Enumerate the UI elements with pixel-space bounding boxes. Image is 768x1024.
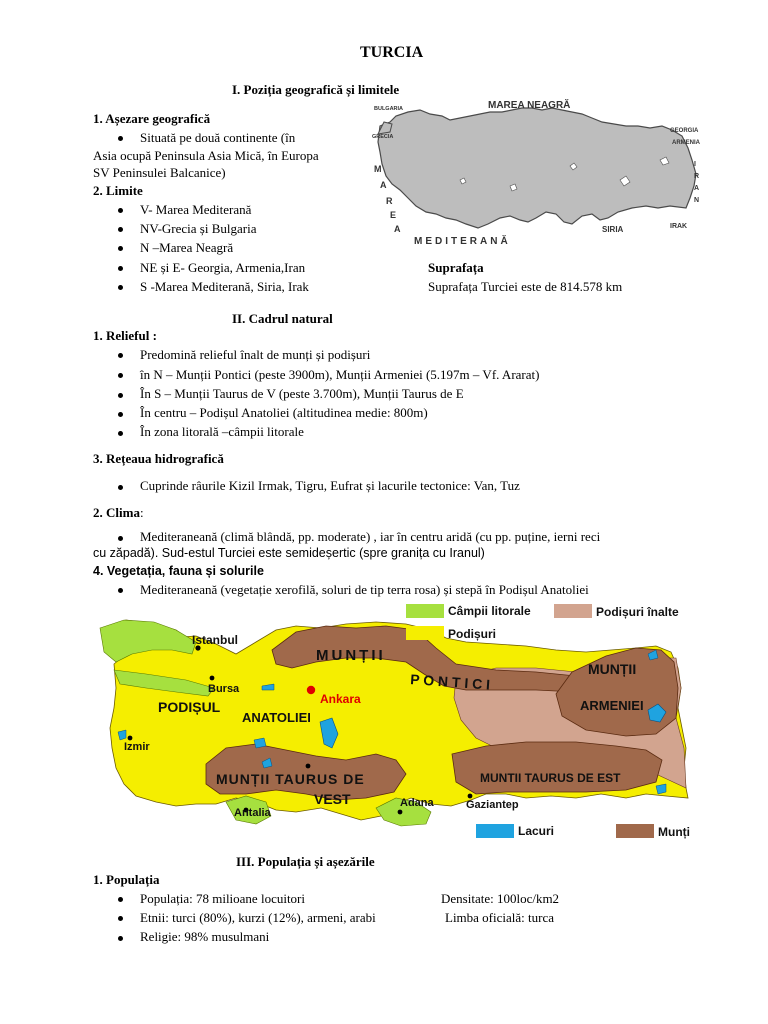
bullet [118, 412, 123, 417]
city-dot-gaziantep [468, 794, 473, 799]
religion-text: Religie: 98% musulmani [140, 929, 270, 944]
bullet [118, 916, 123, 921]
page-title: TURCIA [360, 44, 424, 61]
map1-label-grecia: GRECIA [372, 134, 394, 140]
clima-colon: : [139, 505, 144, 520]
map1-label-armenia: ARMENIA [672, 140, 700, 146]
hydro-heading: 3. Rețeaua hidrografică [93, 451, 224, 466]
legend-swatch-munti [616, 824, 654, 838]
position-heading: 1. Așezare geografică [93, 111, 211, 126]
population-heading: 1. Populația [93, 872, 160, 887]
language-text: Limba oficială: turca [445, 910, 555, 925]
bullet [118, 266, 123, 271]
bullet [118, 431, 123, 436]
bullet [118, 285, 123, 290]
limits-heading: 2. Limite [93, 183, 143, 198]
veg-heading: 4. Vegetația, fauna și solurile [93, 564, 264, 578]
map1-label-siria: SIRIA [602, 225, 624, 234]
city-dot-ankara [307, 686, 315, 694]
bullet [118, 485, 123, 490]
bullet [118, 936, 123, 941]
map1-east-letter: R [694, 173, 700, 180]
clima-text-line2: cu zăpadă). Sud-estul Turciei este semideșertic (spre granița cu Iranul) [93, 546, 485, 560]
relief-heading: 1. Relieful : [93, 328, 157, 343]
area-heading: Suprafața [428, 260, 484, 275]
bullet [118, 373, 123, 378]
label-muntii-armeniei-1: MUNȚII [588, 661, 637, 677]
bullet [118, 897, 123, 902]
population-text: Populația: 78 milioane locuitori [140, 891, 306, 906]
label-taurus-vest-1: MUNȚII TAURUS DE [216, 771, 365, 787]
map1-east-letter: A [694, 185, 700, 192]
bullet [118, 353, 123, 358]
area-text: Suprafața Turciei este de 814.578 km [428, 279, 623, 294]
city-izmir: Izmir [124, 741, 150, 753]
limit-item: S -Marea Mediterană, Siria, Irak [140, 279, 309, 294]
ethnic-text: Etnii: turci (80%), kurzi (12%), armeni, arabi [140, 910, 376, 925]
bullet [118, 588, 123, 593]
clima-heading: 2. Clima [93, 505, 140, 520]
city-dot-adana [398, 810, 403, 815]
map1-label-georgia: GEORGIA [670, 128, 699, 134]
map1-west-letter: E [390, 210, 397, 220]
limit-item: V- Marea Mediterană [140, 202, 252, 217]
bullet [118, 227, 123, 232]
limit-item: NE și E- Georgia, Armenia,Iran [140, 260, 306, 275]
position-text-line3: SV Peninsulei Balcanice) [93, 165, 226, 180]
label-anatoliei: ANATOLIEI [242, 710, 311, 725]
relief-item: Predomină relieful înalt de munți și podișuri [140, 347, 371, 362]
label-taurus-vest-2: VEST [314, 791, 351, 807]
map1-label-marea-neagra: MAREA NEAGRĂ [488, 100, 571, 111]
relief-item: În S – Munții Taurus de V (peste 3.700m), Munții Taurus de E [140, 386, 464, 401]
relief-item: În centru – Podișul Anatoliei (altitudinea medie: 800m) [140, 405, 428, 420]
map1-east-letter: I [694, 161, 696, 168]
map1-west-letter: M [374, 164, 382, 174]
city-antalia: Antalia [234, 807, 271, 819]
label-armeniei: ARMENIEI [580, 698, 644, 713]
bullet [118, 393, 123, 398]
bullet [118, 536, 123, 541]
section-1-heading: I. Poziția geografică și limitele [232, 82, 400, 97]
city-dot-konya [306, 764, 311, 769]
bullet [118, 208, 123, 213]
legend-label-campii: Câmpii litorale [448, 604, 531, 618]
legend-label-munti: Munți [658, 825, 690, 839]
position-text-line1: Situată pe două continente (în [140, 130, 296, 145]
map1-east-letter: N [694, 197, 700, 204]
map1-west-letter: A [394, 224, 401, 234]
section-2-heading: II. Cadrul natural [232, 311, 333, 326]
legend-swatch-lacuri [476, 824, 514, 838]
relief-item: În zona litorală –câmpii litorale [140, 424, 304, 439]
limit-item: N –Marea Neagră [140, 240, 234, 255]
bullet [118, 246, 123, 251]
city-adana: Adana [400, 797, 434, 809]
city-istanbul: Istanbul [192, 633, 239, 647]
lake [656, 784, 666, 794]
map1-label-irak: IRAK [670, 223, 688, 230]
relief-item: în N – Munții Pontici (peste 3900m), Munții Armeniei (5.197m – Vf. Ararat) [140, 367, 540, 382]
limit-item: NV-Grecia și Bulgaria [140, 221, 257, 236]
veg-text: Mediteraneană (vegetație xerofilă, soluri de tip terra rosa) și stepă în Podișul Anatoliei [140, 582, 589, 597]
clima-text-line1: Mediteraneană (climă blândă, pp. moderate) , iar în centru aridă (cu pp. puține, ierni reci [140, 529, 601, 544]
legend-label-podisuri-inalte: Podișuri înalte [596, 605, 679, 619]
turkey-outline-map [370, 94, 702, 246]
city-dot-bursa [210, 676, 215, 681]
city-ankara: Ankara [320, 692, 361, 706]
map1-label-bulgaria: BULGARIA [374, 106, 404, 112]
city-bursa: Bursa [208, 683, 240, 695]
label-taurus-est: MUNTII TAURUS DE EST [480, 771, 621, 785]
hydro-text: Cuprinde râurile Kizil Irmak, Tigru, Eufrat și lacurile tectonice: Van, Tuz [140, 478, 520, 493]
label-pontici: P O N T I C I [409, 671, 491, 693]
taurus-east-mountains [452, 742, 662, 794]
legend-label-podisuri: Podișuri [448, 627, 497, 641]
legend-swatch-podisuri-inalte [554, 604, 592, 618]
legend-swatch-campii [406, 604, 444, 618]
map1-west-letter: R [386, 196, 393, 206]
label-muntii-pontici-1: MUNȚII [316, 647, 386, 664]
relief-map [96, 598, 706, 846]
bullet [118, 136, 123, 141]
label-podisul: PODIȘUL [158, 699, 221, 715]
city-dot-izmir [128, 736, 133, 741]
map1-label-mediterana: MEDITERANĂ [414, 236, 511, 246]
city-gaziantep: Gaziantep [466, 799, 519, 811]
position-text-line2: Asia ocupă Peninsula Asia Mică, în Europa [93, 148, 319, 163]
legend-swatch-podisuri [406, 626, 444, 640]
map1-west-letter: A [380, 180, 387, 190]
lake [254, 738, 266, 748]
legend-label-lacuri: Lacuri [518, 824, 555, 838]
section-3-heading: III. Populația și așezările [236, 854, 375, 869]
density-text: Densitate: 100loc/km2 [441, 891, 560, 906]
